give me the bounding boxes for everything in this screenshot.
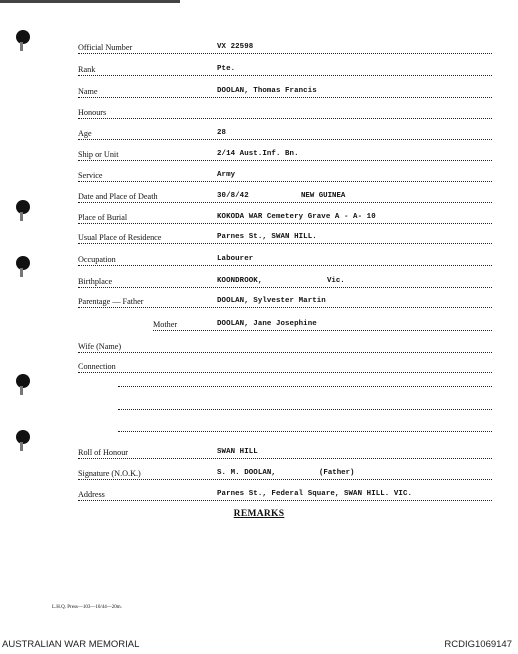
field-official-number bbox=[78, 43, 492, 56]
field-label: Parentage — Father bbox=[78, 297, 144, 306]
field-label: Service bbox=[78, 171, 103, 180]
field-value: 2/14 Aust.Inf. Bn. bbox=[217, 150, 299, 158]
punch-hole-icon bbox=[16, 256, 30, 270]
field-value: 30/8/42 bbox=[217, 192, 249, 200]
field-value: Pte. bbox=[217, 65, 236, 73]
connection-extra-line bbox=[118, 385, 492, 387]
remarks-heading: REMARKS bbox=[233, 509, 285, 519]
field-label: Birthplace bbox=[78, 277, 113, 286]
field-value: DOOLAN, Thomas Francis bbox=[217, 87, 317, 95]
field-value: Army bbox=[217, 171, 236, 179]
field-label: Official Number bbox=[78, 43, 133, 52]
field-name bbox=[78, 87, 492, 100]
field-value-secondary: (Father) bbox=[319, 469, 355, 477]
printer-note: L.H.Q. Press—103—10/44—20m. bbox=[52, 605, 122, 610]
field-father bbox=[78, 297, 492, 310]
field-connection bbox=[78, 362, 492, 375]
field-address bbox=[78, 490, 492, 503]
field-ship-or-unit bbox=[78, 150, 492, 163]
field-place-of-burial bbox=[78, 213, 492, 226]
field-value: SWAN HILL bbox=[217, 448, 258, 456]
field-value-secondary: NEW GUINEA bbox=[301, 192, 346, 200]
field-label: Address bbox=[78, 490, 105, 499]
field-value: S. M. DOOLAN, bbox=[217, 469, 276, 477]
field-label: Connection bbox=[78, 362, 116, 371]
punch-hole-icon bbox=[16, 200, 30, 214]
field-value: DOOLAN, Sylvester Martin bbox=[217, 297, 326, 305]
field-label: Mother bbox=[153, 320, 178, 329]
field-label: Wife (Name) bbox=[78, 342, 122, 351]
field-label: Name bbox=[78, 87, 98, 96]
field-occupation bbox=[78, 255, 492, 268]
field-label: Rank bbox=[78, 65, 96, 74]
punch-hole-icon bbox=[16, 30, 30, 44]
field-mother bbox=[153, 320, 492, 333]
field-label: Usual Place of Residence bbox=[78, 233, 162, 242]
field-label: Age bbox=[78, 129, 92, 138]
field-label: Place of Burial bbox=[78, 213, 128, 222]
field-value: VX 22598 bbox=[217, 43, 254, 51]
field-honours bbox=[78, 108, 492, 121]
field-label: Date and Place of Death bbox=[78, 192, 158, 201]
field-label: Signature (N.O.K.) bbox=[78, 469, 141, 478]
field-value: 28 bbox=[217, 129, 227, 137]
connection-extra-line bbox=[118, 408, 492, 410]
field-value: Parnes St., SWAN HILL. bbox=[217, 233, 317, 241]
punch-hole-icon bbox=[16, 430, 30, 444]
field-label: Honours bbox=[78, 108, 107, 117]
field-service bbox=[78, 171, 492, 184]
field-value: Parnes St., Federal Square, SWAN HILL. VIC. bbox=[217, 490, 413, 498]
field-value: Labourer bbox=[217, 255, 254, 263]
field-value: DOOLAN, Jane Josephine bbox=[217, 320, 317, 328]
field-label: Occupation bbox=[78, 255, 116, 264]
field-value: KOONDROOK, bbox=[217, 277, 263, 285]
punch-hole-icon bbox=[16, 374, 30, 388]
field-roll-of-honour bbox=[78, 448, 492, 461]
field-signature bbox=[78, 469, 492, 482]
field-age bbox=[78, 129, 492, 142]
field-label: Roll of Honour bbox=[78, 448, 129, 457]
field-rank bbox=[78, 65, 492, 78]
footer-record-id: RCDIG1069147 bbox=[444, 639, 512, 650]
field-value-secondary: Vic. bbox=[327, 277, 345, 285]
footer-institution: AUSTRALIAN WAR MEMORIAL bbox=[2, 639, 140, 650]
field-birthplace bbox=[78, 277, 492, 290]
field-value: KOKODA WAR Cemetery Grave A - A- 10 bbox=[217, 213, 376, 221]
field-label: Ship or Unit bbox=[78, 150, 119, 159]
field-usual-residence bbox=[78, 233, 492, 246]
field-date-place-death bbox=[78, 192, 492, 205]
top-edge-mark bbox=[0, 0, 180, 3]
field-wife bbox=[78, 342, 492, 355]
connection-extra-line bbox=[118, 430, 492, 432]
